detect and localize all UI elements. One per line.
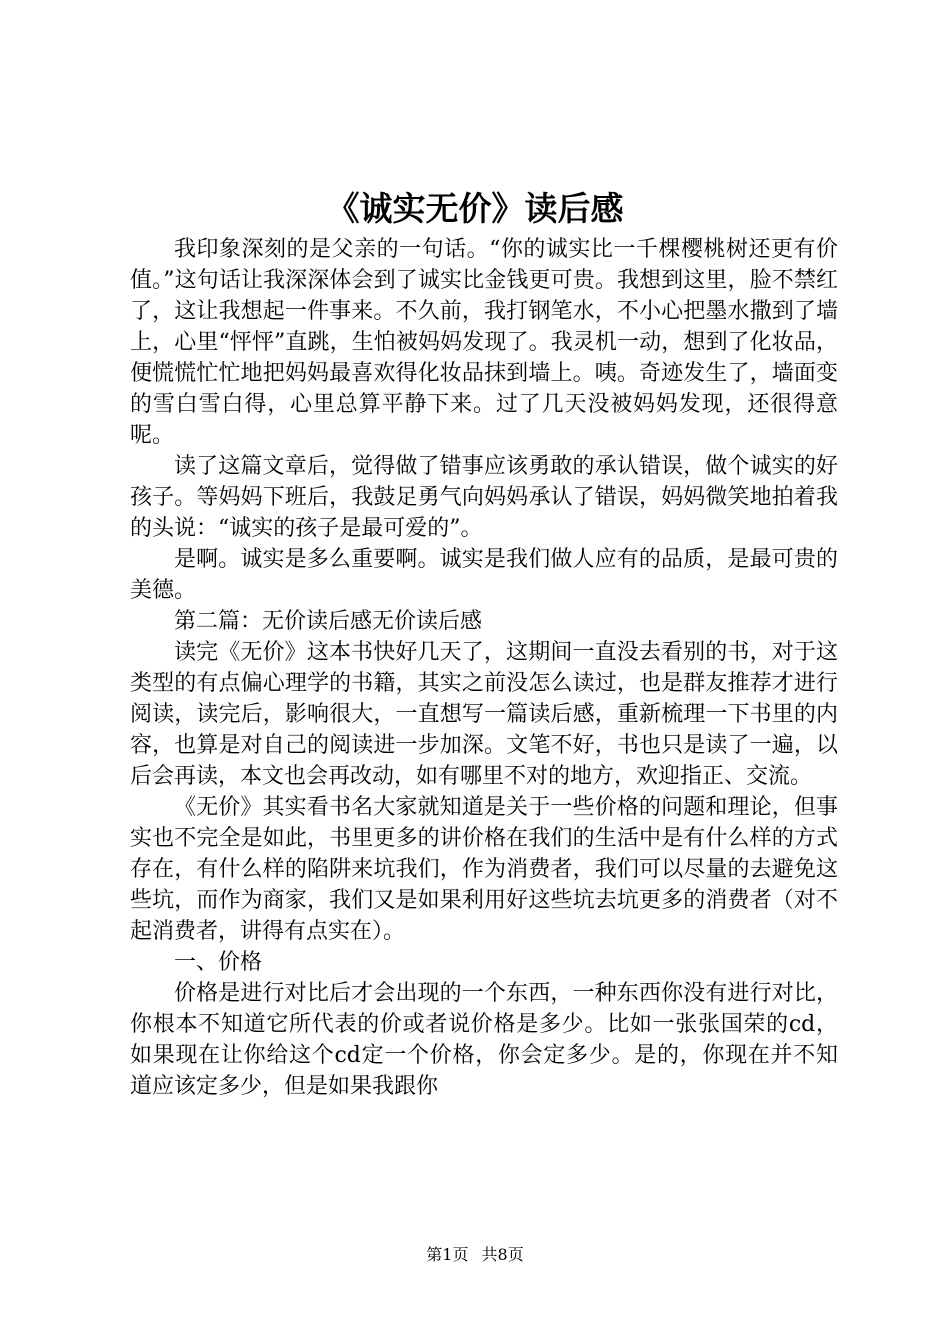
section-heading: 第二篇：无价读后感无价读后感 <box>174 609 483 634</box>
paragraph: 读完《无价》这本书快好几天了，这期间一直没去看别的书，对于这类型的有点偏心理学的书籍，其实之前没怎么读过，也是群友推荐才进行阅读，读完后，影响很大，一直想写一篇读后感，重新梳理一下书里的内容，也算是对自己的阅读进一步加深。文笔不好，书也只是读了一遍，以后会再读，本文也会再改动，如有哪里不对的地方，欢迎指正、交流。 <box>130 640 838 789</box>
page-number: 第1页 <box>426 1245 469 1264</box>
paragraph: 读了这篇文章后，觉得做了错事应该勇敢的承认错误，做个诚实的好孩子。等妈妈下班后，我鼓足勇气向妈妈承认了错误，妈妈微笑地拍着我的头说：“诚实的孩子是最可爱的”。 <box>130 454 838 541</box>
paragraph: 《无价》其实看书名大家就知道是关于一些价格的问题和理论，但事实也不完全是如此，书里更多的讲价格在我们的生活中是有什么样的方式存在，有什么样的陷阱来坑我们，作为消费者，我们可以尽量的去避免这些坑，而作为商家，我们又是如果利用好这些坑去坑更多的消费者（对不起消费者，讲得有点实在）。 <box>130 795 838 944</box>
document-body <box>130 234 838 1102</box>
page-total: 共8页 <box>481 1245 524 1264</box>
paragraph: 价格是进行对比后才会出现的一个东西，一种东西你没有进行对比，你根本不知道它所代表的价或者说价格是多少。比如一张张国荣的cd，如果现在让你给这个cd定一个价格，你会定多少。是的，你现在并不知道应该定多少，但是如果我跟你 <box>130 981 838 1099</box>
section-heading: 一、价格 <box>174 950 263 975</box>
paragraph: 是啊。诚实是多么重要啊。诚实是我们做人应有的品质，是最可贵的美德。 <box>130 547 838 603</box>
document-title: 《诚实无价》读后感 <box>326 189 624 228</box>
paragraph: 我印象深刻的是父亲的一句话。“你的诚实比一千棵樱桃树还更有价值。”这句话让我深深体会到了诚实比金钱更可贵。我想到这里，脸不禁红了，这让我想起一件事来。不久前，我打钢笔水，不小心把墨水撒到了墙上，心里“怦怦”直跳，生怕被妈妈发现了。我灵机一动，想到了化妆品，便慌慌忙忙地把妈妈最喜欢得化妆品抹到墙上。咦。奇迹发生了，墙面变的雪白雪白得，心里总算平静下来。过了几天没被妈妈发现，还很得意呢。 <box>130 237 838 448</box>
page-footer <box>0 1242 950 1265</box>
